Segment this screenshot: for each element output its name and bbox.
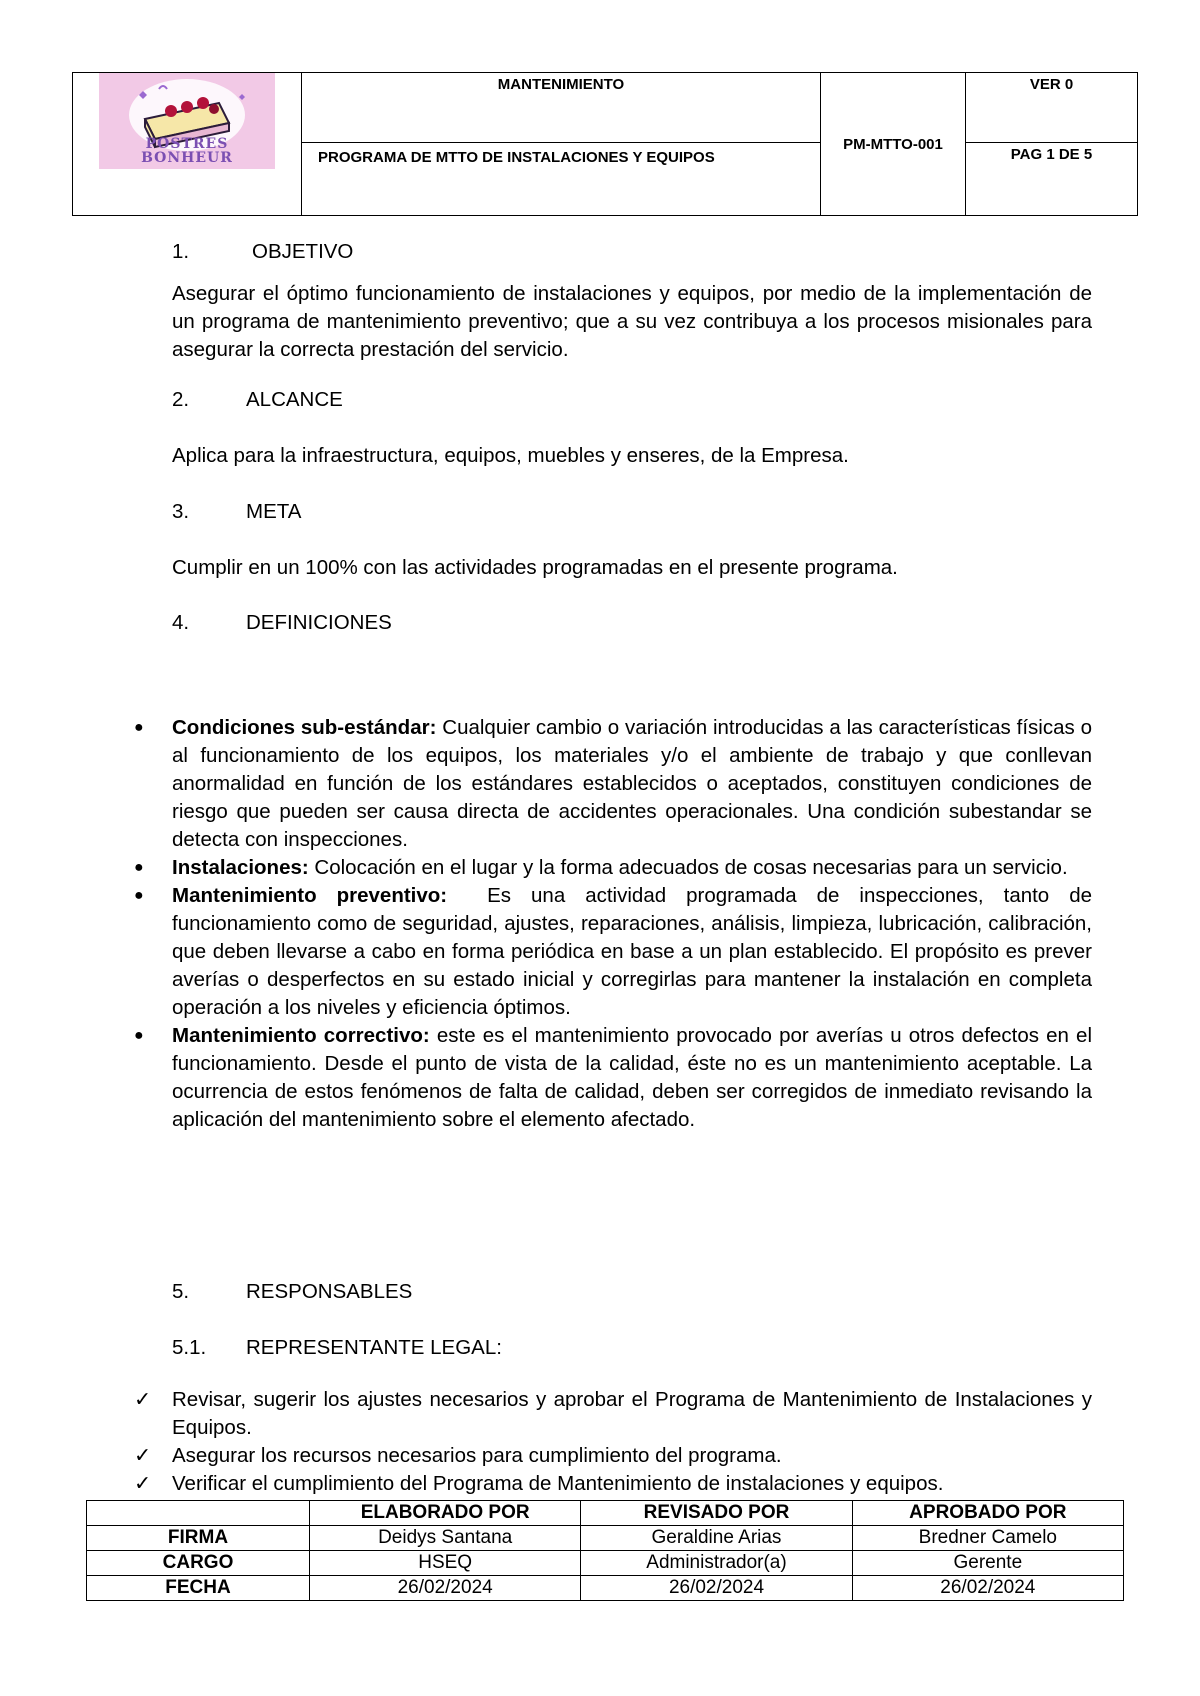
section-heading [172, 609, 1092, 637]
section-title: DEFINICIONES [246, 611, 392, 634]
document-title: MANTENIMIENTO [302, 73, 821, 143]
table-cell: 26/02/2024 [310, 1576, 581, 1601]
section-heading [172, 238, 1092, 266]
column-header [87, 1501, 310, 1526]
table-cell: Deidys Santana [310, 1526, 581, 1551]
row-label: FECHA [87, 1576, 310, 1601]
section-heading [172, 386, 1092, 414]
bullet-icon: ● [134, 719, 144, 736]
table-cell: HSEQ [310, 1551, 581, 1576]
definition-term: Mantenimiento preventivo: [172, 884, 448, 907]
table-cell: 26/02/2024 [852, 1576, 1123, 1601]
objective-text: Asegurar el óptimo funcionamiento de instalaciones y equipos, por medio de la implementación de un programa de mantenimiento preventivo; que a su vez contribuya a los procesos misionales para asegurar la correcta prestación del servicio. [172, 282, 1092, 361]
column-header: ELABORADO POR [310, 1501, 581, 1526]
section-number: 1. [172, 240, 190, 263]
section-title: REPRESENTANTE LEGAL: [246, 1336, 502, 1359]
list-item [134, 714, 1092, 854]
table-header-row [87, 1501, 1124, 1526]
logo-cell [73, 73, 302, 216]
document-header [72, 72, 1138, 216]
definition-term: Condiciones sub-estándar: [172, 716, 437, 739]
subsection-heading [172, 1334, 1092, 1362]
responsibilities-list [134, 1386, 1092, 1498]
bullet-icon: ● [134, 887, 144, 904]
main-content [172, 238, 1092, 637]
definition-text: este es el mantenimiento provocado por averías u otros defectos en el funcionamiento. Desde el punto de vista de la calidad, éste no es un mantenimiento aceptable. La ocurrencia de estos fenómenos de falta de calidad, deben ser corregidos de inmediato revisando la aplicación del mantenimiento sobre el elemento afectado. [172, 1024, 1092, 1131]
section-heading [172, 1278, 1092, 1306]
list-item [134, 1470, 1092, 1498]
definition-text: Es una actividad programada de inspecciones, tanto de funcionamiento como de seguridad, ajustes, reparaciones, análisis, limpieza, lubricación, calibración, que deben llevarse a cabo en forma periódica en base a un plan establecido. El propósito es prever averías o desperfectos en su estado inicial y corregirlas para mantener la instalación en completa operación a los niveles y eficiencia óptimos. [172, 884, 1098, 1019]
responsibility-text: Verificar el cumplimiento del Programa de Mantenimiento de instalaciones y equipos. [172, 1472, 944, 1495]
table-cell: 26/02/2024 [581, 1576, 852, 1601]
document-subtitle: PROGRAMA DE MTTO DE INSTALACIONES Y EQUIPOS [302, 143, 821, 216]
table-cell: Geraldine Arias [581, 1526, 852, 1551]
section-title: META [246, 500, 302, 523]
definitions-list [134, 714, 1098, 1134]
section-number: 5.1. [172, 1336, 207, 1359]
responsibility-text: Asegurar los recursos necesarios para cumplimiento del programa. [172, 1444, 782, 1467]
document-version: VER 0 [966, 73, 1138, 143]
checkmark-icon: ✓ [134, 1388, 152, 1411]
section-title: RESPONSABLES [246, 1280, 413, 1303]
logo-text: POSTRES BONHEUR [141, 136, 233, 166]
table-cell: Bredner Camelo [852, 1526, 1123, 1551]
table-row [87, 1576, 1124, 1601]
column-header: REVISADO POR [581, 1501, 852, 1526]
row-label: FIRMA [87, 1526, 310, 1551]
goal-text: Cumplir en un 100% con las actividades programadas en el presente programa. [172, 556, 898, 579]
responsibility-text: Revisar, sugerir los ajustes necesarios y aprobar el Programa de Mantenimiento de Instalaciones y Equipos. [172, 1388, 1092, 1439]
list-item [134, 1442, 1092, 1470]
definition-term: Instalaciones: [172, 856, 309, 879]
company-logo [99, 73, 275, 169]
bullet-icon: ● [134, 1027, 144, 1044]
document-code: PM-MTTO-001 [821, 73, 966, 216]
signature-table [86, 1500, 1124, 1601]
section-number: 3. [172, 500, 190, 523]
bullet-icon: ● [134, 859, 144, 876]
table-cell: Gerente [852, 1551, 1123, 1576]
section-heading [172, 498, 1092, 526]
list-item [134, 1386, 1092, 1442]
checkmark-icon: ✓ [134, 1444, 152, 1467]
section-title: ALCANCE [246, 388, 343, 411]
table-cell: Administrador(a) [581, 1551, 852, 1576]
definition-text: Cualquier cambio o variación introducidas a las características físicas o al funcionamiento de los equipos, los materiales y/o el ambiente de trabajo y que conllevan anormalidad en función de los estándares establecidos o aceptados, constituyen condiciones de riesgo que pueden ser causa directa de accidentes operacionales. Una condición subestandar se detecta con inspecciones. [172, 716, 1092, 851]
table-row [87, 1526, 1124, 1551]
section-number: 4. [172, 611, 190, 634]
section-number: 2. [172, 388, 190, 411]
checkmark-icon: ✓ [134, 1472, 152, 1495]
scope-text: Aplica para la infraestructura, equipos, muebles y enseres, de la Empresa. [172, 444, 849, 467]
definition-term: Mantenimiento correctivo: [172, 1024, 430, 1047]
section-title: OBJETIVO [252, 240, 354, 263]
section-number: 5. [172, 1280, 190, 1303]
definition-text: Colocación en el lugar y la forma adecuados de cosas necesarias para un servicio. [308, 856, 1068, 879]
list-item [134, 1022, 1092, 1134]
list-item [134, 882, 1098, 1022]
column-header: APROBADO POR [852, 1501, 1123, 1526]
table-row [87, 1551, 1124, 1576]
page-number: PAG 1 DE 5 [966, 143, 1138, 216]
row-label: CARGO [87, 1551, 310, 1576]
list-item [134, 854, 1092, 882]
